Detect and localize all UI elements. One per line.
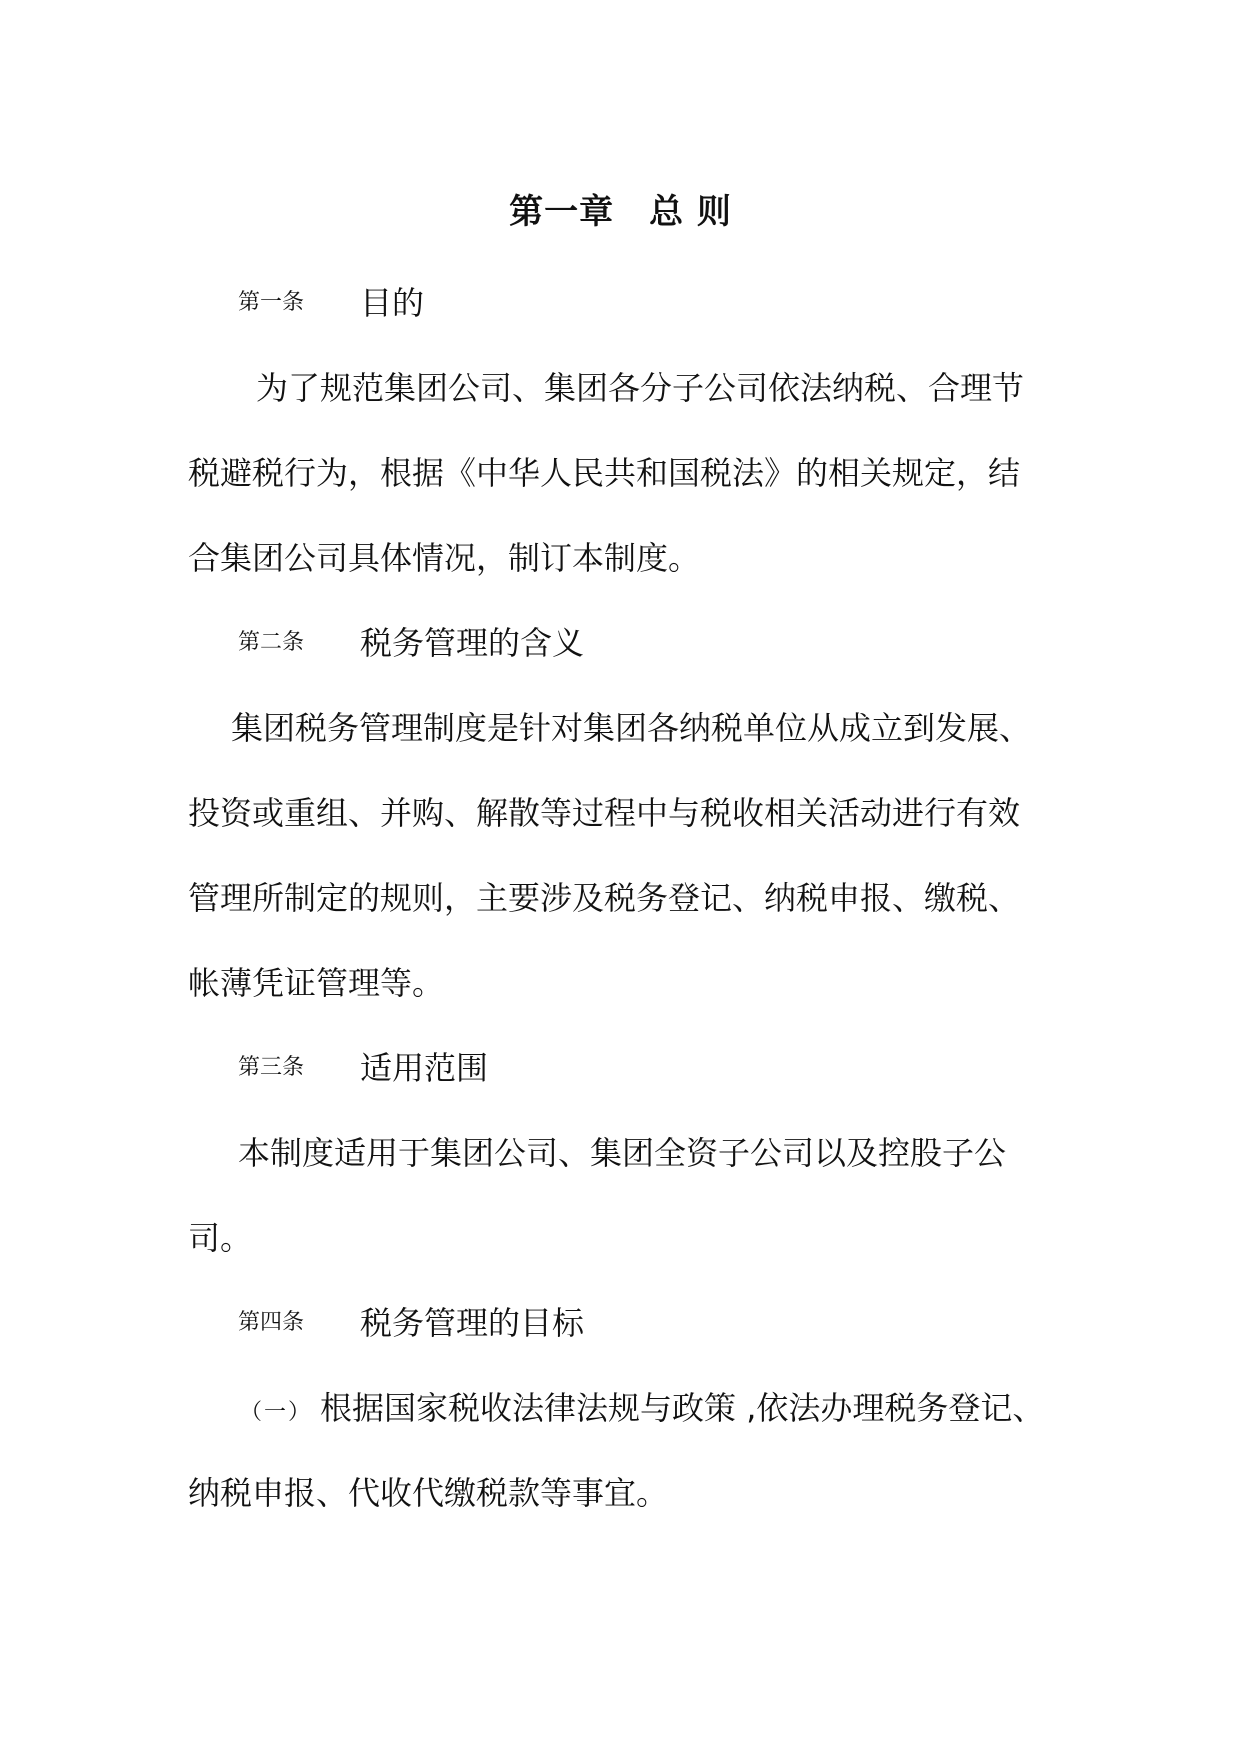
paragraph-line: 合集团公司具体情况，制订本制度。 [188,539,701,577]
article-heading: 适用范围 [360,1049,489,1087]
chapter-title: 第一章 总 则 [509,192,732,232]
paragraph-line: 帐薄凭证管理等。 [188,964,445,1002]
paragraph-line: 投资或重组、并购、解散等过程中与税收相关活动进行有效 [188,794,1021,832]
article-heading: 税务管理的目标 [360,1304,585,1342]
article-number: 第四条 [238,1310,305,1335]
article-2-header [238,623,584,663]
article-number: 第二条 [238,630,305,655]
paragraph-line: 本制度适用于集团公司、集团全资子公司以及控股子公 [238,1134,1007,1172]
article-number: 第三条 [238,1055,305,1080]
paragraph-line: 司。 [188,1219,253,1257]
paragraph-line: 税避税行为，根据《中华人民共和国税法》的相关规定，结 [188,454,1021,492]
article-heading: 目的 [360,284,425,322]
paragraph-line: 根据国家税收法律法规与政策 ,依法办理税务登记、 [320,1389,1045,1427]
list-item-marker: （一） [240,1400,313,1425]
article-heading: 税务管理的含义 [360,624,585,662]
article-3-header [238,1048,488,1088]
article-4-header [238,1303,584,1343]
article-number: 第一条 [238,290,305,315]
paragraph-line: 纳税申报、代收代缴税款等事宜。 [188,1474,669,1512]
list-item-line [240,1388,1044,1433]
paragraph-line: 管理所制定的规则，主要涉及税务登记、纳税申报、缴税、 [188,879,1021,917]
paragraph-line: 集团税务管理制度是针对集团各纳税单位从成立到发展、 [231,709,1032,747]
paragraph-line: 为了规范集团公司、集团各分子公司依法纳税、合理节 [256,369,1025,407]
article-1-header [238,283,424,323]
